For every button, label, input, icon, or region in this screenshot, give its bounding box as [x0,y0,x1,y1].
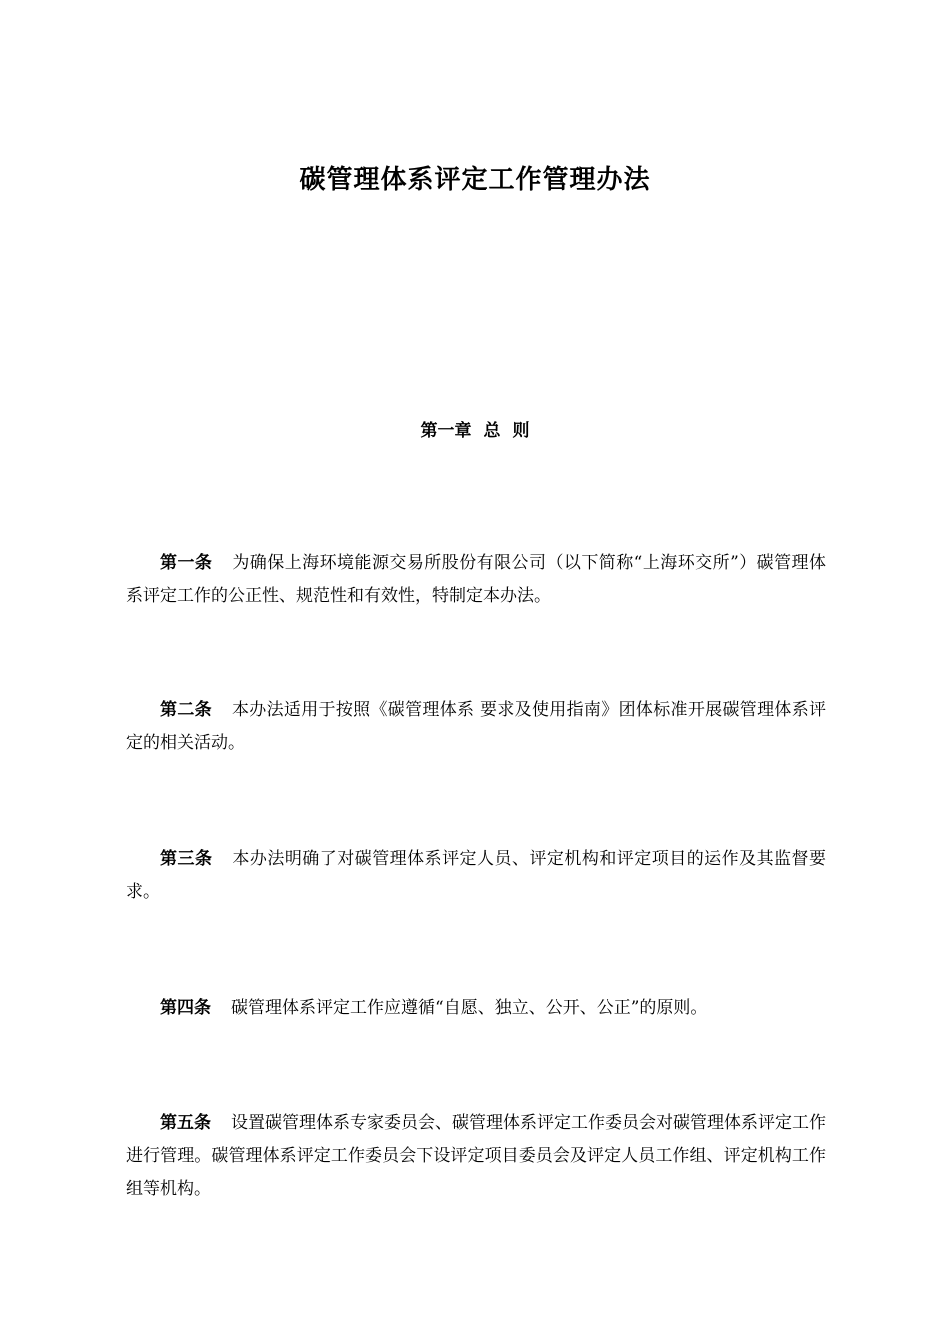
article-label: 第一条 [160,553,213,573]
article-label: 第四条 [160,998,211,1018]
article-3 [126,843,826,909]
article-label: 第二条 [160,700,212,720]
article-5 [126,1107,826,1206]
article-text: 设置碳管理体系专家委员会、碳管理体系评定工作委员会对碳管理体系评定工作进行管理。碳管理体系评定工作委员会下设评定项目委员会及评定人员工作组、评定机构工作组等机构。 [126,1113,826,1199]
article-label: 第五条 [160,1113,211,1133]
chapter-heading [0,418,950,444]
chapter-word-1: 总 [483,421,501,441]
chapter-number: 第一章 [420,421,472,441]
article-4 [126,992,826,1025]
chapter-word-2: 则 [512,421,530,441]
article-2 [126,694,826,760]
article-1 [126,547,826,613]
article-text: 为确保上海环境能源交易所股份有限公司（以下简称“上海环交所”）碳管理体系评定工作的公正性、规范性和有效性，特制定本办法。 [126,553,827,606]
document-title: 碳管理体系评定工作管理办法 [299,165,651,195]
article-text: 本办法适用于按照《碳管理体系 要求及使用指南》团体标准开展碳管理体系评定的相关活动。 [126,700,827,753]
article-text: 碳管理体系评定工作应遵循“自愿、独立、公开、公正”的原则。 [231,998,708,1018]
article-text: 本办法明确了对碳管理体系评定人员、评定机构和评定项目的运作及其监督要求。 [126,849,827,902]
article-label: 第三条 [160,849,213,869]
